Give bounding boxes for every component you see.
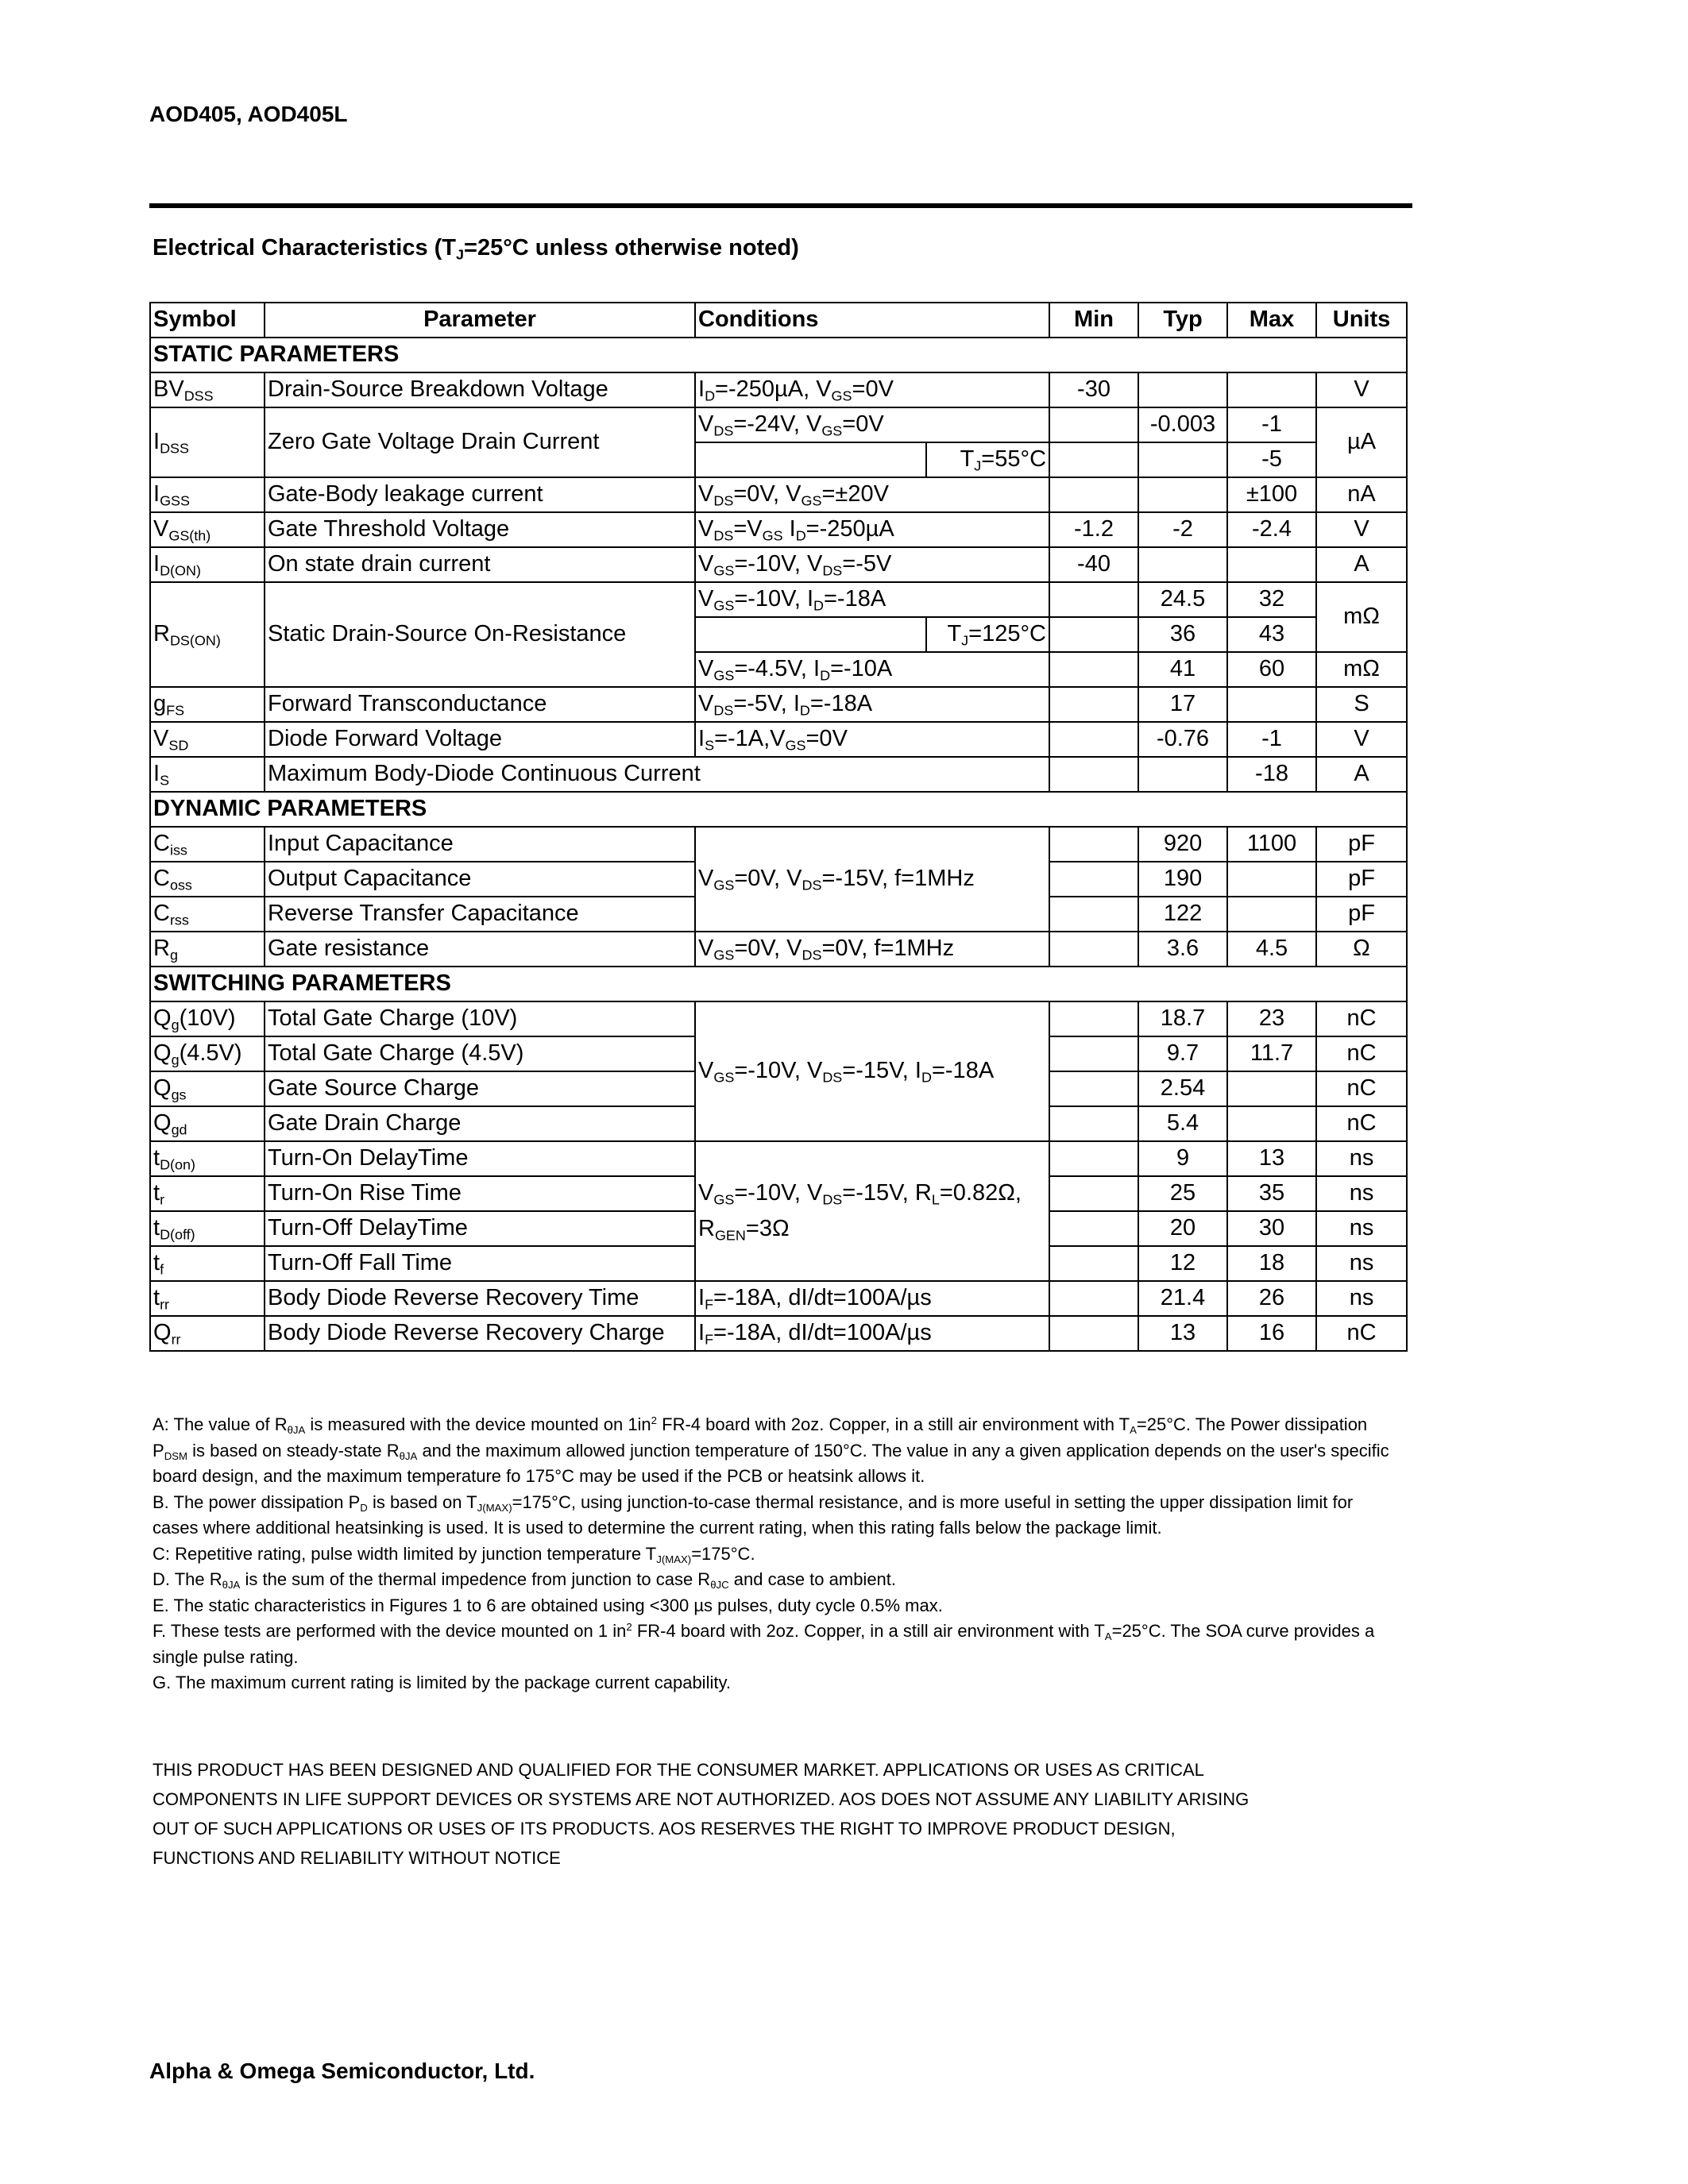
table-row xyxy=(150,512,1407,547)
typ-cell: 41 xyxy=(1138,652,1227,687)
min-cell: -40 xyxy=(1049,547,1138,582)
symbol-cell: $t_f$ xyxy=(150,1246,265,1281)
col-header-min: Min xyxy=(1049,303,1138,338)
parameter-cell: Zero Gate Voltage Drain Current xyxy=(265,407,695,477)
min-cell xyxy=(1049,827,1138,862)
parameter-cell: Gate Source Charge xyxy=(265,1071,695,1106)
min-cell xyxy=(1049,862,1138,897)
symbol-cell: $Q_g(4.5V)$ xyxy=(150,1036,265,1071)
conditions-cell: $V_{DS}=V_{GS}$ $I_D=-250\mu A$ xyxy=(695,512,1049,547)
typ-cell: 18.7 xyxy=(1138,1001,1227,1036)
symbol-cell: $R_{DS(ON)}$ xyxy=(150,582,265,687)
typ-cell xyxy=(1138,477,1227,512)
units-cell: ns xyxy=(1316,1246,1407,1281)
min-cell xyxy=(1049,1106,1138,1141)
units-cell: nC xyxy=(1316,1106,1407,1141)
max-cell: 30 xyxy=(1227,1211,1316,1246)
typ-cell: 5.4 xyxy=(1138,1106,1227,1141)
max-cell: 1100 xyxy=(1227,827,1316,862)
footnote-c: C: Repetitive rating, pulse width limited by junction temperature $T_{J(MAX)}=175^\circ C$. xyxy=(153,1543,755,1565)
table-row xyxy=(150,372,1407,407)
table-row xyxy=(150,827,1407,862)
units-cell: nC xyxy=(1316,1036,1407,1071)
units-cell: nA xyxy=(1316,477,1407,512)
typ-cell: 3.6 xyxy=(1138,932,1227,967)
electrical-characteristics-table xyxy=(149,302,1408,1352)
max-cell: 11.7 xyxy=(1227,1036,1316,1071)
min-cell xyxy=(1049,582,1138,617)
parameter-cell: Diode Forward Voltage xyxy=(265,722,695,757)
typ-cell xyxy=(1138,442,1227,477)
parameter-cell: Turn-Off Fall Time xyxy=(265,1246,695,1281)
max-cell: 4.5 xyxy=(1227,932,1316,967)
parameter-cell: Gate Drain Charge xyxy=(265,1106,695,1141)
conditions-cell: $V_{GS}=0V$, $V_{DS}=0V$, f=1MHz xyxy=(695,932,1049,967)
typ-cell: 13 xyxy=(1138,1316,1227,1351)
units-cell: Ω xyxy=(1316,932,1407,967)
parameter-cell: On state drain current xyxy=(265,547,695,582)
document-title: AOD405, AOD405L xyxy=(149,102,348,126)
conditions-cell: $V_{DS}=-5V$, $I_D=-18A$ xyxy=(695,687,1049,722)
conditions-cell: $V_{GS}=0V$, $V_{DS}=-15V$, f=1MHz xyxy=(695,827,1049,932)
min-cell xyxy=(1049,757,1138,792)
temperature-condition-cell: $T_J=125^\circ C$ xyxy=(926,617,1049,652)
parameter-cell: Turn-On Rise Time xyxy=(265,1176,695,1211)
table-row xyxy=(150,1141,1407,1176)
conditions-cell: $I_F=-18A$, dI/dt=100A/µs xyxy=(695,1281,1049,1316)
max-cell: -5 xyxy=(1227,442,1316,477)
typ-cell: 17 xyxy=(1138,687,1227,722)
min-cell xyxy=(1049,652,1138,687)
temperature-condition-cell: $T_J=55^\circ C$ xyxy=(926,442,1049,477)
min-cell: -30 xyxy=(1049,372,1138,407)
max-cell xyxy=(1227,372,1316,407)
units-cell: pF xyxy=(1316,862,1407,897)
typ-cell: 2.54 xyxy=(1138,1071,1227,1106)
min-cell: -1.2 xyxy=(1049,512,1138,547)
conditions-cell: $I_S=-1A,V_{GS}=0V$ xyxy=(695,722,1049,757)
units-cell: pF xyxy=(1316,897,1407,932)
symbol-cell: $t_r$ xyxy=(150,1176,265,1211)
max-cell: 32 xyxy=(1227,582,1316,617)
conditions-cell: $V_{DS}=-24V$, $V_{GS}=0V$ xyxy=(695,407,1049,442)
conditions-cell: $V_{GS}=-4.5V$, $I_D=-10A$ xyxy=(695,652,1049,687)
table-row xyxy=(150,547,1407,582)
typ-cell: 9 xyxy=(1138,1141,1227,1176)
max-cell xyxy=(1227,1071,1316,1106)
symbol-cell: $t_{D(on)}$ xyxy=(150,1141,265,1176)
min-cell xyxy=(1049,407,1138,442)
parameter-cell: Total Gate Charge (10V) xyxy=(265,1001,695,1036)
symbol-cell: $I_{GSS}$ xyxy=(150,477,265,512)
symbol-cell: $C_{rss}$ xyxy=(150,897,265,932)
table-row xyxy=(150,1001,1407,1036)
conditions-cell: $I_F=-18A$, dI/dt=100A/µs xyxy=(695,1316,1049,1351)
min-cell xyxy=(1049,932,1138,967)
max-cell: 13 xyxy=(1227,1141,1316,1176)
col-header-symbol: Symbol xyxy=(150,303,265,338)
max-cell: 18 xyxy=(1227,1246,1316,1281)
symbol-cell: $g_{FS}$ xyxy=(150,687,265,722)
parameter-cell: Maximum Body-Diode Continuous Current xyxy=(265,757,1049,792)
max-cell: -18 xyxy=(1227,757,1316,792)
table-row xyxy=(150,582,1407,617)
min-cell xyxy=(1049,1071,1138,1106)
footer-company-name: Alpha & Omega Semiconductor, Ltd. xyxy=(149,2059,535,2083)
symbol-cell: $BV_{DSS}$ xyxy=(150,372,265,407)
footnote-g: G. The maximum current rating is limited by the package current capability. xyxy=(153,1673,731,1692)
col-header-max: Max xyxy=(1227,303,1316,338)
parameter-cell: Input Capacitance xyxy=(265,827,695,862)
units-cell: ns xyxy=(1316,1281,1407,1316)
units-cell: nC xyxy=(1316,1001,1407,1036)
table-row xyxy=(150,687,1407,722)
typ-cell: 20 xyxy=(1138,1211,1227,1246)
units-cell: nC xyxy=(1316,1316,1407,1351)
typ-cell: 9.7 xyxy=(1138,1036,1227,1071)
max-cell: 35 xyxy=(1227,1176,1316,1211)
conditions-cell: $V_{GS}=-10V$, $V_{DS}=-5V$ xyxy=(695,547,1049,582)
conditions-cell: $I_D=-250\mu A$, $V_{GS}=0V$ xyxy=(695,372,1049,407)
min-cell xyxy=(1049,442,1138,477)
typ-cell: 25 xyxy=(1138,1176,1227,1211)
symbol-cell: $Q_{gs}$ xyxy=(150,1071,265,1106)
units-cell: S xyxy=(1316,687,1407,722)
footnote-e: E. The static characteristics in Figures 1 to 6 are obtained using <300 µs pulses, duty cycle 0.5% max. xyxy=(153,1595,943,1615)
units-cell: mΩ xyxy=(1316,652,1407,687)
col-header-parameter: Parameter xyxy=(265,303,695,338)
units-cell: A xyxy=(1316,757,1407,792)
electrical-characteristics-heading: Electrical Characteristics ($T_J=25^\circ C$ unless otherwise noted) xyxy=(153,235,799,263)
parameter-cell: Gate-Body leakage current xyxy=(265,477,695,512)
typ-cell: 24.5 xyxy=(1138,582,1227,617)
units-cell: V xyxy=(1316,512,1407,547)
conditions-cell xyxy=(695,442,926,477)
min-cell xyxy=(1049,1141,1138,1176)
conditions-cell: $V_{GS}=-10V$, $I_D=-18A$ xyxy=(695,582,1049,617)
min-cell xyxy=(1049,722,1138,757)
footnotes xyxy=(153,1412,1392,1696)
conditions-cell: $V_{DS}=0V$, $V_{GS}=\pm 20V$ xyxy=(695,477,1049,512)
footnote-d: D. The $R_{\theta JA}$ is the sum of the thermal impedence from junction to case $R_{\theta JC}$ and case to ambient. xyxy=(153,1569,897,1591)
typ-cell: 21.4 xyxy=(1138,1281,1227,1316)
symbol-cell: $Q_{gd}$ xyxy=(150,1106,265,1141)
typ-cell xyxy=(1138,547,1227,582)
max-cell: 43 xyxy=(1227,617,1316,652)
symbol-cell: $t_{rr}$ xyxy=(150,1281,265,1316)
parameter-cell: Turn-Off DelayTime xyxy=(265,1211,695,1246)
symbol-cell: $t_{D(off)}$ xyxy=(150,1211,265,1246)
conditions-cell: $V_{GS}=-10V$, $V_{DS}=-15V$, $I_D=-18A$ xyxy=(695,1001,1049,1141)
table-row xyxy=(150,1316,1407,1351)
parameter-cell: Body Diode Reverse Recovery Time xyxy=(265,1281,695,1316)
units-cell: V xyxy=(1316,372,1407,407)
max-cell: -1 xyxy=(1227,407,1316,442)
typ-cell: 190 xyxy=(1138,862,1227,897)
parameter-cell: Body Diode Reverse Recovery Charge xyxy=(265,1316,695,1351)
min-cell xyxy=(1049,1246,1138,1281)
max-cell xyxy=(1227,862,1316,897)
units-cell: A xyxy=(1316,547,1407,582)
parameter-cell: Gate resistance xyxy=(265,932,695,967)
units-cell: ns xyxy=(1316,1141,1407,1176)
typ-cell: 12 xyxy=(1138,1246,1227,1281)
min-cell xyxy=(1049,477,1138,512)
symbol-cell: $V_{SD}$ xyxy=(150,722,265,757)
table-row xyxy=(150,477,1407,512)
min-cell xyxy=(1049,687,1138,722)
max-cell: -2.4 xyxy=(1227,512,1316,547)
max-cell: ±100 xyxy=(1227,477,1316,512)
section-static-parameters: STATIC PARAMETERS xyxy=(150,338,1407,372)
units-cell: µA xyxy=(1316,407,1407,477)
units-cell: pF xyxy=(1316,827,1407,862)
symbol-cell: $R_g$ xyxy=(150,932,265,967)
col-header-typ: Typ xyxy=(1138,303,1227,338)
conditions-cell xyxy=(695,617,926,652)
parameter-cell: Total Gate Charge (4.5V) xyxy=(265,1036,695,1071)
symbol-cell: $C_{iss}$ xyxy=(150,827,265,862)
table-row xyxy=(150,757,1407,792)
min-cell xyxy=(1049,1176,1138,1211)
parameter-cell: Forward Transconductance xyxy=(265,687,695,722)
parameter-cell: Gate Threshold Voltage xyxy=(265,512,695,547)
min-cell xyxy=(1049,1281,1138,1316)
parameter-cell: Turn-On DelayTime xyxy=(265,1141,695,1176)
symbol-cell: $V_{GS(th)}$ xyxy=(150,512,265,547)
table-row xyxy=(150,932,1407,967)
symbol-cell: $Q_{rr}$ xyxy=(150,1316,265,1351)
symbol-cell: $I_{DSS}$ xyxy=(150,407,265,477)
max-cell xyxy=(1227,1106,1316,1141)
symbol-cell: $C_{oss}$ xyxy=(150,862,265,897)
max-cell xyxy=(1227,687,1316,722)
parameter-cell: Reverse Transfer Capacitance xyxy=(265,897,695,932)
symbol-cell: $Q_g(10V)$ xyxy=(150,1001,265,1036)
max-cell: 60 xyxy=(1227,652,1316,687)
header-rule xyxy=(149,203,1412,208)
table-row xyxy=(150,1281,1407,1316)
footnote-f: F. These tests are performed with the device mounted on 1 $in^2$ FR-4 board with 2oz. Copper, in a still air environment with $T_A=25^\circ C$. The SOA curve provides a single pulse rating. xyxy=(153,1621,1375,1667)
max-cell xyxy=(1227,897,1316,932)
footnote-a: A: The value of $R_{\theta JA}$ is measured with the device mounted on $1in^2$ FR-4 board with 2oz. Copper, in a still air environment with $T_A=25^\circ C$. The Power dissipation $P_{DSM}$ is based on steady-state $R_{\theta JA}$ and the maximum allowed junction temperature of 150°C. The value in any a given application depends on the user's specific board design, and the maximum temperature fo 175°C may be used if the PCB or heatsink allows it. xyxy=(153,1414,1389,1486)
typ-cell: -2 xyxy=(1138,512,1227,547)
typ-cell: 122 xyxy=(1138,897,1227,932)
parameter-cell: Static Drain-Source On-Resistance xyxy=(265,582,695,687)
typ-cell xyxy=(1138,372,1227,407)
typ-cell: -0.003 xyxy=(1138,407,1227,442)
typ-cell: 36 xyxy=(1138,617,1227,652)
min-cell xyxy=(1049,1036,1138,1071)
parameter-cell: Output Capacitance xyxy=(265,862,695,897)
typ-cell: -0.76 xyxy=(1138,722,1227,757)
max-cell: -1 xyxy=(1227,722,1316,757)
units-cell: nC xyxy=(1316,1071,1407,1106)
symbol-cell: $I_{D(ON)}$ xyxy=(150,547,265,582)
units-cell: ns xyxy=(1316,1176,1407,1211)
min-cell xyxy=(1049,1211,1138,1246)
min-cell xyxy=(1049,897,1138,932)
parameter-cell: Drain-Source Breakdown Voltage xyxy=(265,372,695,407)
table-header-row xyxy=(150,303,1407,338)
section-dynamic-parameters: DYNAMIC PARAMETERS xyxy=(150,792,1407,827)
max-cell: 23 xyxy=(1227,1001,1316,1036)
max-cell: 26 xyxy=(1227,1281,1316,1316)
section-switching-parameters: SWITCHING PARAMETERS xyxy=(150,967,1407,1001)
symbol-cell: $I_S$ xyxy=(150,757,265,792)
units-cell: mΩ xyxy=(1316,582,1407,652)
disclaimer-text: THIS PRODUCT HAS BEEN DESIGNED AND QUALIFIED FOR THE CONSUMER MARKET. APPLICATIONS OR USES AS CRITICAL COMPONENTS IN LIFE SUPPORT DEVICES OR SYSTEMS ARE NOT AUTHORIZED. AOS DOES NOT ASSUME ANY LIABILITY ARISING OUT OF SUCH APPLICATIONS OR USES OF ITS PRODUCTS. AOS RESERVES THE RIGHT TO IMPROVE PRODUCT DESIGN, FUNCTIONS AND RELIABILITY WITHOUT NOTICE xyxy=(153,1760,1250,1868)
table-row xyxy=(150,407,1407,442)
conditions-cell: $V_{GS}=-10V$, $V_{DS}=-15V$, $R_L=0.82\Omega$, $R_{GEN}=3\Omega$ xyxy=(695,1141,1049,1281)
col-header-units: Units xyxy=(1316,303,1407,338)
footnote-b: B. The power dissipation $P_D$ is based on $T_{J(MAX)}=175^\circ C$, using junction-to-case thermal resistance, and is more useful in setting the upper dissipation limit for cases where additional heatsinking is used. It is used to determine the current rating, when this rating falls below the package limit. xyxy=(153,1491,1354,1538)
max-cell xyxy=(1227,547,1316,582)
min-cell xyxy=(1049,1001,1138,1036)
table-row xyxy=(150,722,1407,757)
units-cell: ns xyxy=(1316,1211,1407,1246)
typ-cell xyxy=(1138,757,1227,792)
col-header-conditions: Conditions xyxy=(695,303,1049,338)
max-cell: 16 xyxy=(1227,1316,1316,1351)
min-cell xyxy=(1049,617,1138,652)
typ-cell: 920 xyxy=(1138,827,1227,862)
min-cell xyxy=(1049,1316,1138,1351)
units-cell: V xyxy=(1316,722,1407,757)
